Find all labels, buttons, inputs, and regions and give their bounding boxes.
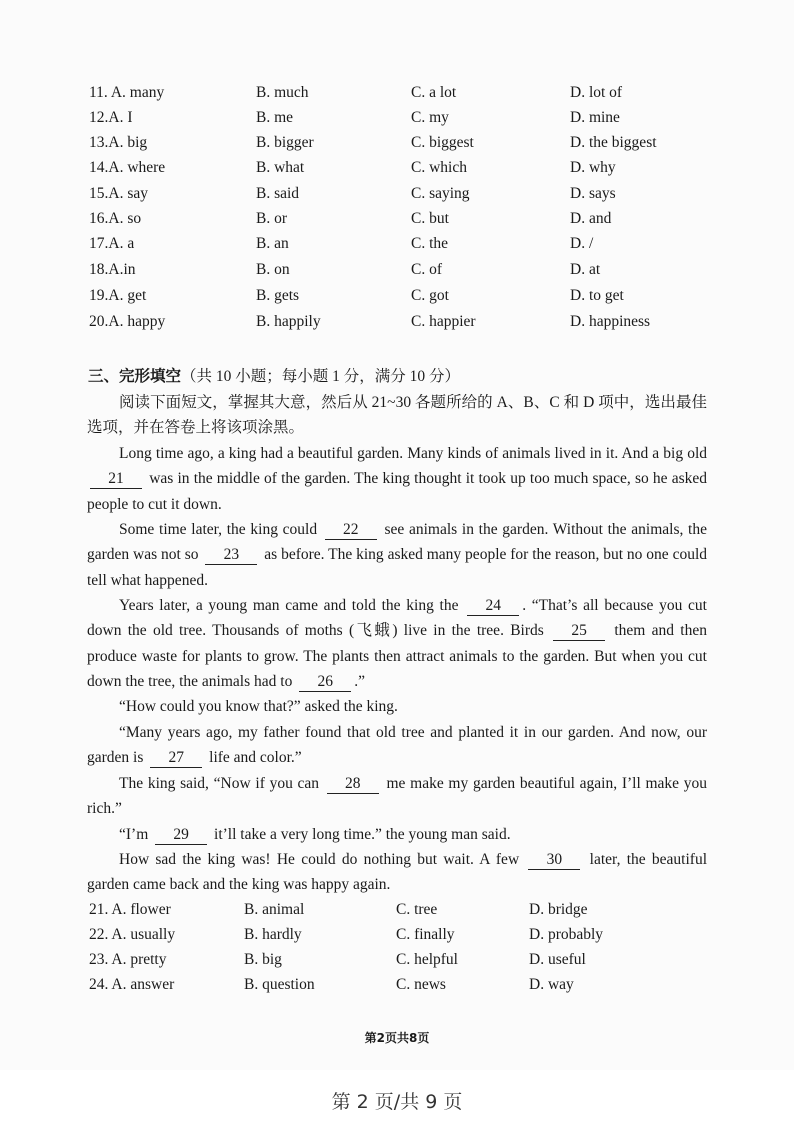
option-b: B. happily — [256, 313, 321, 330]
option-row — [0, 901, 794, 926]
option-d: D. probably — [529, 926, 604, 943]
passage-text: Years later, a young man came and told the king the — [119, 597, 459, 614]
option-a: 24. A. answer — [89, 976, 175, 993]
option-c: C. got — [411, 287, 449, 304]
option-row — [0, 926, 794, 951]
passage-paragraph: “How could you know that?” asked the king. — [119, 698, 398, 715]
option-d: D. happiness — [570, 313, 651, 330]
option-c: C. of — [411, 261, 442, 278]
passage-text: was in the middle of the garden. The king thought it took up too much space, so he asked people to cut it down. — [87, 470, 708, 513]
option-c: C. my — [411, 109, 449, 126]
option-b: B. animal — [244, 901, 305, 918]
option-c: C. but — [411, 210, 449, 227]
option-d: D. why — [570, 159, 616, 176]
option-row — [0, 287, 794, 312]
option-b: B. said — [256, 185, 300, 202]
blank-24: 24 — [467, 597, 519, 616]
blank-23: 23 — [205, 546, 257, 565]
option-b: B. big — [244, 951, 282, 968]
option-a: 22. A. usually — [89, 926, 176, 943]
passage-text: life and color.” — [209, 749, 302, 767]
passage-text: “I’m — [119, 826, 149, 843]
option-d: D. useful — [529, 951, 586, 968]
option-row — [0, 134, 794, 159]
option-b: B. me — [256, 109, 294, 126]
passage-paragraph — [87, 441, 707, 517]
blank-26: 26 — [299, 673, 351, 692]
option-row — [0, 976, 794, 1001]
option-row — [0, 84, 794, 109]
option-a: 14.A. where — [89, 159, 166, 176]
option-row — [0, 261, 794, 286]
passage-text: as before. The king asked many people for the reason, but no one could tell what happened. — [87, 546, 708, 589]
passage-text: see animals in the garden. Without the animals, the garden was not so — [87, 521, 707, 564]
passage-paragraph — [87, 847, 707, 898]
section-title: 三、完形填空 — [88, 367, 182, 385]
option-row — [0, 159, 794, 184]
passage-paragraph — [87, 771, 707, 822]
passage-text: Some time later, the king could — [119, 521, 318, 538]
printed-page-number: 第2页共8页 — [364, 1031, 430, 1045]
option-d: D. way — [529, 976, 574, 993]
blank-27: 27 — [150, 749, 202, 768]
option-c: C. news — [396, 976, 446, 993]
option-b: B. question — [244, 976, 315, 993]
option-c: C. happier — [411, 313, 476, 330]
option-d: D. says — [570, 185, 616, 202]
option-c: C. a lot — [411, 84, 457, 101]
passage-paragraph — [87, 593, 707, 694]
passage-paragraph — [87, 822, 707, 847]
option-a: 18.A.in — [89, 261, 136, 278]
option-c: C. biggest — [411, 134, 474, 151]
option-a: 11. A. many — [89, 84, 165, 101]
option-d: D. the biggest — [570, 134, 657, 151]
blank-28: 28 — [327, 775, 379, 794]
option-a: 12.A. I — [89, 109, 133, 126]
option-c: C. which — [411, 159, 467, 176]
option-row — [0, 235, 794, 260]
blank-30: 30 — [528, 851, 580, 870]
option-b: B. what — [256, 159, 305, 176]
option-a: 13.A. big — [89, 134, 148, 151]
passage-text: The king said, “Now if you can — [119, 775, 320, 792]
option-c: C. finally — [396, 926, 455, 943]
option-a: 20.A. happy — [89, 313, 166, 330]
option-a: 23. A. pretty — [89, 951, 167, 968]
option-d: D. mine — [570, 109, 620, 126]
section-score: （共 10 小题；每小题 1 分，满分 10 分） — [181, 368, 461, 385]
blank-22: 22 — [325, 521, 377, 540]
option-d: D. and — [570, 210, 612, 227]
option-c: C. saying — [411, 185, 470, 202]
option-d: D. at — [570, 261, 601, 278]
option-b: B. bigger — [256, 134, 314, 151]
passage-text: . “That’s all because you cut down the old tree. Thousands of moths (飞蛾) live in the tree. Birds — [87, 597, 707, 640]
section-instructions: 阅读下面短文，掌握其大意，然后从 21~30 各题所给的 A、B、C 和 D 项中，选出最佳选项，并在答卷上将该项涂黑。 — [87, 394, 707, 437]
passage-text: it’ll take a very long time.” the young man said. — [214, 826, 511, 843]
option-row — [0, 951, 794, 976]
option-b: B. much — [256, 84, 309, 101]
option-a: 17.A. a — [89, 235, 135, 252]
passage-text: .” — [354, 672, 365, 690]
option-a: 16.A. so — [89, 210, 142, 227]
blank-25: 25 — [553, 622, 605, 641]
option-b: B. on — [256, 261, 290, 278]
blank-21: 21 — [90, 470, 142, 489]
option-b: B. an — [256, 235, 289, 252]
option-b: B. hardly — [244, 926, 302, 943]
passage-text: later, the beautiful garden came back and the king was happy again. — [87, 851, 708, 894]
passage-text: How sad the king was! He could do nothing but wait. A few — [119, 851, 520, 868]
passage-text: them and then produce waste for plants to grow. The plants then attract animals to the garden. But when you cut down the tree, the animals had to — [87, 622, 707, 690]
option-b: B. or — [256, 210, 287, 227]
passage-text: Long time ago, a king had a beautiful garden. Many kinds of animals lived in it. And a big old — [119, 445, 707, 462]
section-heading — [88, 364, 460, 386]
passage-text: “Many years ago, my father found that old tree and planted it in our garden. And now, our garden is — [87, 724, 707, 767]
option-b: B. gets — [256, 287, 300, 304]
option-d: D. / — [570, 235, 594, 252]
option-row — [0, 313, 794, 338]
option-d: D. to get — [570, 287, 624, 304]
viewer-page-indicator: 第 2 页/共 9 页 — [331, 1091, 463, 1113]
option-d: D. lot of — [570, 84, 623, 101]
option-c: C. helpful — [396, 951, 458, 968]
option-d: D. bridge — [529, 901, 588, 918]
option-a: 21. A. flower — [89, 901, 171, 918]
passage-paragraph — [87, 517, 707, 593]
option-row — [0, 109, 794, 134]
blank-29: 29 — [155, 826, 207, 845]
option-c: C. the — [411, 235, 449, 252]
option-row — [0, 210, 794, 235]
option-a: 19.A. get — [89, 287, 147, 304]
option-c: C. tree — [396, 901, 438, 918]
passage-paragraph — [87, 720, 707, 771]
option-row — [0, 185, 794, 210]
option-a: 15.A. say — [89, 185, 148, 202]
passage-text: me make my garden beautiful again, I’ll make you rich.” — [87, 775, 708, 818]
